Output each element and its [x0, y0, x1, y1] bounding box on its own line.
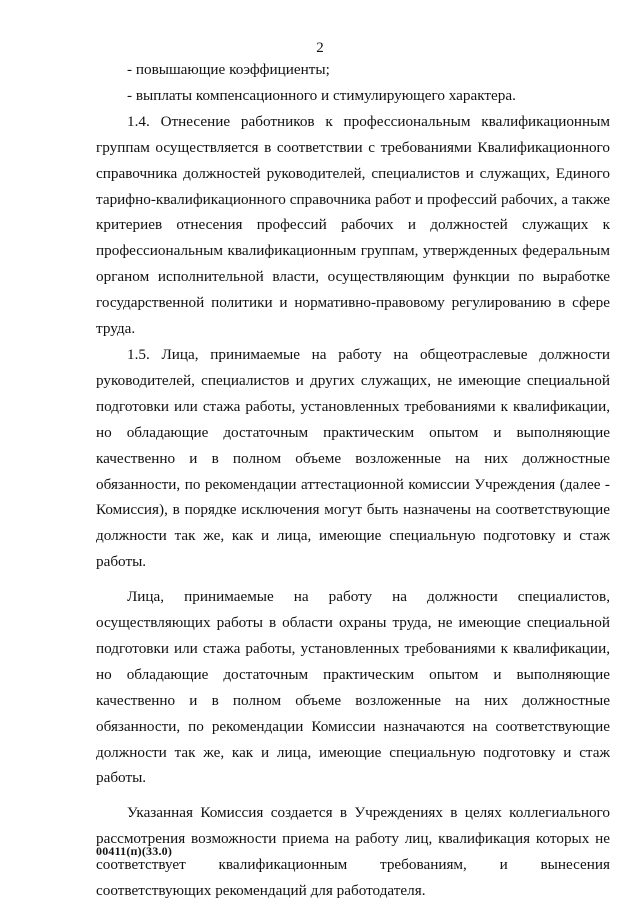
- document-body: [96, 57, 610, 904]
- document-code: 00411(п)(33.0): [96, 844, 173, 858]
- paragraph-commission: Указанная Комиссия создается в Учреждениях в целях коллегиального рассмотрения возможности приема на работу лиц, квалификация которых не соответствует квалификационным требованиям, и вынесения соответствующих рекомендаций для работодателя.: [96, 804, 610, 900]
- paragraph-1-4: 1.4. Отнесение работников к профессиональным квалификационным группам осуществляется в соответствии с требованиями Квалификационного справочника должностей руководителей, специалистов и служащих, Единого тарифно-квалификационного справочника работ и профессий рабочих, а также критериев отнесения профессий рабочих и должностей служащих к профессиональным квалификационным группам, утвержденных федеральным органом исполнительной власти, осуществляющим функции по выработке государственной политики и нормативно-правовому регулированию в сфере труда.: [96, 112, 610, 338]
- paragraph-labor-safety-specialists: Лица, принимаемые на работу на должности специалистов, осуществляющих работы в области охраны труда, не имеющие специальной подготовки или стажа работы, установленных требованиями к квалификации, но обладающие достаточным практическим опытом и выполняющие качественно и в полном объеме возложенные на них должностные обязанности, по рекомендации Комиссии назначаются на соответствующие должности так же, как и лица, имеющие специальную подготовку и стаж работы.: [96, 588, 610, 787]
- paragraph-1-5: 1.5. Лица, принимаемые на работу на общеотраслевые должности руководителей, специалистов и других служащих, не имеющие специальной подготовки или стажа работы, установленных требованиями к квалификации, но обладающие достаточным практическим опытом и выполняющие качественно и в полном объеме возложенные на них должностные обязанности, по рекомендации аттестационной комиссии Учреждения (далее - Комиссия), в порядке исключения могут быть назначены на соответствующие должности так же, как и лица, имеющие специальную подготовку и стаж работы.: [96, 345, 610, 571]
- list-item-coefficients: - повышающие коэффициенты;: [127, 61, 330, 78]
- page-number: 2: [316, 40, 324, 56]
- list-item-payments: - выплаты компенсационного и стимулирующего характера.: [127, 86, 516, 104]
